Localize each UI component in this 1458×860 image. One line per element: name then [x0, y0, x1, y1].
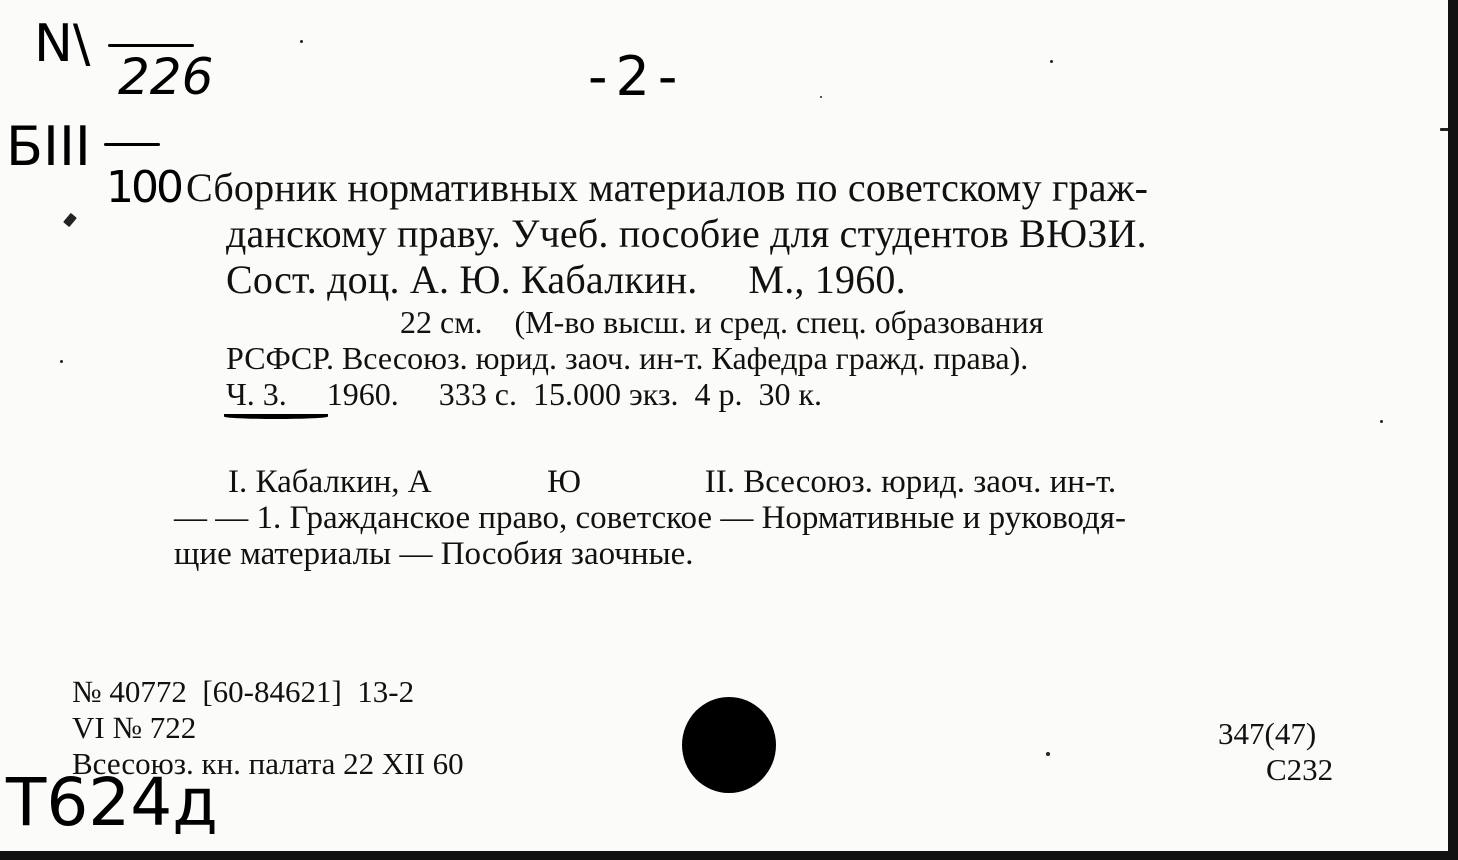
footer-line-1: № 40772 [60-84621] 13-2 — [72, 674, 415, 709]
entry-description-line-1: 22 см. (М-во высш. и сред. спец. образования — [400, 304, 1044, 340]
scan-speck — [1380, 420, 1383, 423]
handwritten-shelf-number: 226 — [118, 48, 214, 106]
footer-line-3: Всесоюз. кн. палата 22 XII 60 — [72, 746, 464, 781]
punched-hole — [682, 697, 776, 793]
handwritten-author-code: Т624д — [6, 764, 218, 841]
shelf-number-rule — [108, 44, 194, 47]
scan-border-right — [1448, 0, 1458, 860]
handwritten-index-mark: БIII — [6, 115, 91, 178]
handwritten-top-mark: N\ — [34, 14, 91, 74]
handwritten-page-mark: -2- — [588, 45, 686, 108]
scan-speck — [1050, 60, 1053, 63]
entry-title-line-2: данскому праву. Учеб. пособие для студентов ВЮЗИ. — [226, 211, 1147, 256]
handwritten-index-number: 100 — [106, 162, 181, 213]
volume-underline — [224, 414, 328, 419]
entry-description-line-2: РСФСР. Всесоюз. юрид. заоч. ин-т. Кафедра гражд. права). — [226, 340, 1029, 376]
entry-title-line-1: Сборник нормативных материалов по советскому граж- — [186, 165, 1149, 210]
classification-number: 347(47) — [1218, 716, 1317, 751]
tracing-line-3: щие материалы — Пособия заочные. — [174, 536, 694, 572]
scan-speck — [60, 360, 63, 363]
scan-speck — [300, 40, 303, 43]
scan-border-bottom — [0, 851, 1458, 860]
scan-speck — [63, 213, 77, 227]
entry-title-line-3: Сост. доц. А. Ю. Кабалкин. М., 1960. — [226, 257, 906, 302]
entry-description-line-3: Ч. 3. 1960. 333 с. 15.000 экз. 4 р. 30 к. — [226, 376, 823, 412]
author-mark: С232 — [1266, 752, 1334, 787]
tracing-line-2: — — 1. Гражданское право, советское — Нормативные и руководя- — [174, 500, 1126, 536]
index-mark-rule — [104, 143, 160, 146]
footer-line-2: VI № 722 — [72, 710, 197, 745]
scan-speck — [1046, 752, 1050, 756]
tracing-line-1: I. Кабалкин, А Ю II. Всесоюз. юрид. заоч. ин-т. — [228, 464, 1117, 500]
scan-speck — [820, 96, 822, 98]
